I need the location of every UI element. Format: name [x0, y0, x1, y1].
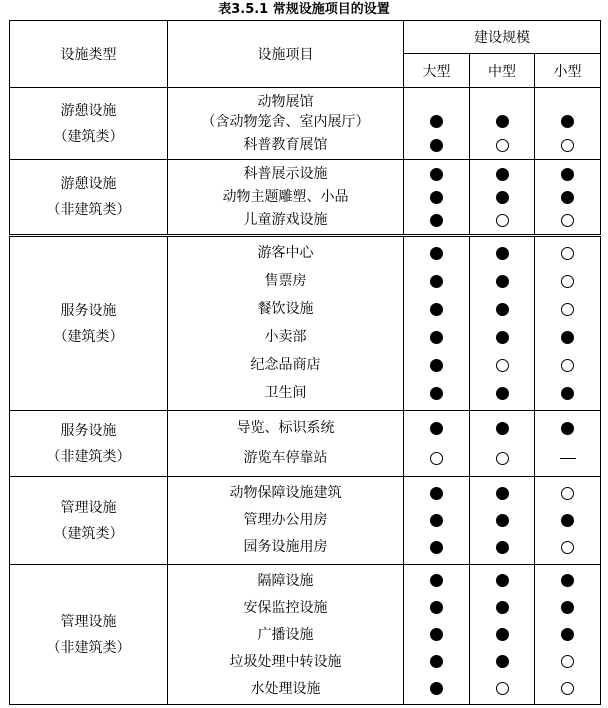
- table-row: [10, 88, 601, 160]
- facility-table-part-1: [9, 20, 601, 235]
- facility-item: [244, 534, 328, 561]
- filled-circle-icon: [430, 655, 443, 668]
- scale-cell-small: [535, 237, 601, 411]
- scale-cell-small: [535, 411, 601, 477]
- filled-circle-icon: [496, 303, 509, 316]
- scale-cell-small: [535, 88, 601, 160]
- scale-cell-large: [404, 160, 470, 235]
- filled-circle-icon: [430, 303, 443, 316]
- facility-table-part-2: [9, 236, 601, 705]
- hollow-circle-icon: [561, 682, 574, 695]
- facility-type-cell: [10, 237, 168, 411]
- filled-circle-icon: [430, 487, 443, 500]
- facility-type-label: （非建筑类）: [46, 448, 131, 465]
- table-row: [10, 477, 601, 565]
- facility-item-label: 游览车停靠站: [243, 450, 328, 466]
- header-facility-type: 设施类型: [10, 21, 168, 88]
- scale-cell-small: [535, 477, 601, 565]
- facility-item: [258, 622, 314, 649]
- facility-type-label: 管理设施: [60, 499, 117, 516]
- filled-circle-icon: [561, 601, 574, 614]
- scale-cell-medium: [470, 88, 535, 160]
- hollow-circle-icon: [561, 359, 574, 372]
- header-construction-scale: 建设规模: [404, 21, 601, 54]
- facility-type-label: （非建筑类）: [46, 202, 131, 218]
- facility-type-label: 服务设施: [60, 302, 117, 319]
- facility-item-label: 游客中心: [257, 245, 314, 261]
- filled-circle-icon: [430, 214, 443, 227]
- facility-item-label: 垃圾处理中转设施: [229, 653, 342, 670]
- facility-type-cell: [10, 88, 168, 160]
- table-row: [10, 237, 601, 411]
- filled-circle-icon: [496, 115, 509, 128]
- facility-type-label: 游憩设施: [60, 102, 117, 119]
- filled-circle-icon: [496, 275, 509, 288]
- filled-circle-icon: [496, 247, 509, 260]
- facility-item-label: 纪念品商店: [250, 357, 321, 373]
- facility-item: [244, 445, 328, 472]
- filled-circle-icon: [430, 247, 443, 260]
- header-small: 小型: [535, 54, 601, 88]
- hollow-circle-icon: [561, 139, 574, 152]
- facility-item: [258, 296, 314, 323]
- scale-cell-small: [535, 565, 601, 705]
- facility-item-label: 动物主题雕塑、小品: [222, 189, 349, 205]
- filled-circle-icon: [496, 422, 509, 435]
- header-facility-item: 设施项目: [168, 21, 404, 88]
- filled-circle-icon: [430, 514, 443, 527]
- facility-item: [223, 186, 349, 208]
- facility-item-label: 导览、标识系统: [236, 420, 335, 436]
- hollow-circle-icon: [496, 214, 509, 227]
- facility-type-label: （建筑类）: [53, 328, 124, 345]
- filled-circle-icon: [561, 115, 574, 128]
- facility-item: [251, 676, 321, 703]
- filled-circle-icon: [430, 574, 443, 587]
- filled-circle-icon: [430, 115, 443, 128]
- table-caption: 表3.5.1 常规设施项目的设置: [218, 2, 390, 17]
- facility-type-label: 管理设施: [60, 613, 117, 630]
- facility-item: [230, 480, 342, 507]
- facility-items-cell: [168, 237, 404, 411]
- facility-item: [251, 352, 321, 379]
- facility-item: [244, 163, 328, 185]
- facility-item: [258, 240, 314, 267]
- hollow-circle-icon: [561, 214, 574, 227]
- hollow-circle-icon: [561, 541, 574, 554]
- facility-item-label: 科普教育展馆: [243, 137, 328, 153]
- hollow-circle-icon: [561, 655, 574, 668]
- facility-type-cell: [10, 477, 168, 565]
- scale-cell-medium: [470, 160, 535, 235]
- facility-item-label: 科普展示设施: [243, 166, 328, 182]
- hollow-circle-icon: [496, 139, 509, 152]
- scale-cell-large: [404, 565, 470, 705]
- table-row: [10, 411, 601, 477]
- facility-item-label: 小卖部: [264, 329, 307, 345]
- facility-item-label: 售票房: [264, 273, 307, 289]
- facility-item: [265, 324, 307, 351]
- filled-circle-icon: [496, 331, 509, 344]
- hollow-circle-icon: [496, 682, 509, 695]
- facility-item: [230, 649, 342, 676]
- hollow-circle-icon: [561, 487, 574, 500]
- header-medium: 中型: [470, 54, 535, 88]
- hollow-circle-icon: [430, 452, 443, 465]
- filled-circle-icon: [561, 387, 574, 400]
- facility-item: [244, 507, 328, 534]
- scale-cell-large: [404, 411, 470, 477]
- facility-item-label: 动物保障设施建筑: [229, 484, 342, 501]
- filled-circle-icon: [496, 601, 509, 614]
- filled-circle-icon: [496, 541, 509, 554]
- hollow-circle-icon: [561, 247, 574, 260]
- filled-circle-icon: [430, 541, 443, 554]
- facility-item-label: 儿童游戏设施: [243, 212, 328, 228]
- filled-circle-icon: [496, 487, 509, 500]
- facility-item: [237, 415, 335, 442]
- filled-circle-icon: [430, 628, 443, 641]
- scale-cell-medium: [470, 411, 535, 477]
- filled-circle-icon: [496, 191, 509, 204]
- filled-circle-icon: [496, 514, 509, 527]
- scale-cell-medium: [470, 477, 535, 565]
- filled-circle-icon: [561, 168, 574, 181]
- facility-item-label: 广播设施: [257, 626, 314, 643]
- facility-item: [244, 135, 328, 155]
- scale-cell-small: [535, 160, 601, 235]
- facility-item: [244, 595, 328, 622]
- filled-circle-icon: [561, 191, 574, 204]
- scale-cell-large: [404, 237, 470, 411]
- dash-icon: [560, 458, 576, 460]
- scale-cell-large: [404, 88, 470, 160]
- facility-type-cell: [10, 411, 168, 477]
- facility-item-label: （含动物笼舍、室内展厅）: [201, 114, 370, 130]
- facility-items-cell: [168, 88, 404, 160]
- filled-circle-icon: [430, 601, 443, 614]
- hollow-circle-icon: [496, 359, 509, 372]
- facility-item-label: 卫生间: [264, 385, 307, 401]
- filled-circle-icon: [430, 331, 443, 344]
- filled-circle-icon: [496, 168, 509, 181]
- facility-type-label: （非建筑类）: [46, 639, 131, 656]
- filled-circle-icon: [561, 422, 574, 435]
- facility-items-cell: [168, 477, 404, 565]
- header-row-top: [10, 21, 601, 54]
- hollow-circle-icon: [561, 303, 574, 316]
- filled-circle-icon: [430, 359, 443, 372]
- filled-circle-icon: [430, 168, 443, 181]
- facility-items-cell: [168, 160, 404, 235]
- facility-item: [244, 209, 328, 231]
- facility-item-label: 园务设施用房: [243, 539, 328, 556]
- table-row: [10, 565, 601, 705]
- facility-item-label: 动物展馆: [257, 94, 314, 110]
- scale-cell-medium: [470, 565, 535, 705]
- hollow-circle-icon: [496, 452, 509, 465]
- filled-circle-icon: [561, 574, 574, 587]
- facility-item: [265, 380, 307, 407]
- scale-cell-medium: [470, 237, 535, 411]
- facility-item-label: 水处理设施: [250, 680, 321, 697]
- facility-item: [265, 268, 307, 295]
- filled-circle-icon: [430, 275, 443, 288]
- filled-circle-icon: [430, 387, 443, 400]
- facility-type-label: 游憩设施: [60, 176, 117, 192]
- facility-item-label: 餐饮设施: [257, 301, 314, 317]
- filled-circle-icon: [430, 682, 443, 695]
- facility-type-label: （建筑类）: [53, 128, 124, 145]
- filled-circle-icon: [430, 191, 443, 204]
- hollow-circle-icon: [561, 275, 574, 288]
- filled-circle-icon: [496, 655, 509, 668]
- facility-type-cell: [10, 565, 168, 705]
- facility-item: [202, 92, 370, 132]
- facility-items-cell: [168, 565, 404, 705]
- filled-circle-icon: [430, 139, 443, 152]
- facility-item-label: 管理办公用房: [243, 511, 328, 528]
- filled-circle-icon: [496, 387, 509, 400]
- filled-circle-icon: [496, 628, 509, 641]
- facility-item-label: 安保监控设施: [243, 599, 328, 616]
- facility-type-cell: [10, 160, 168, 235]
- header-large: 大型: [404, 54, 470, 88]
- filled-circle-icon: [561, 628, 574, 641]
- filled-circle-icon: [430, 422, 443, 435]
- filled-circle-icon: [561, 331, 574, 344]
- filled-circle-icon: [561, 514, 574, 527]
- table-row: [10, 160, 601, 235]
- facility-item-label: 隔障设施: [257, 572, 314, 589]
- scale-cell-large: [404, 477, 470, 565]
- facility-type-label: （建筑类）: [53, 525, 124, 542]
- filled-circle-icon: [496, 574, 509, 587]
- facility-items-cell: [168, 411, 404, 477]
- facility-item: [258, 568, 314, 595]
- facility-type-label: 服务设施: [60, 422, 117, 439]
